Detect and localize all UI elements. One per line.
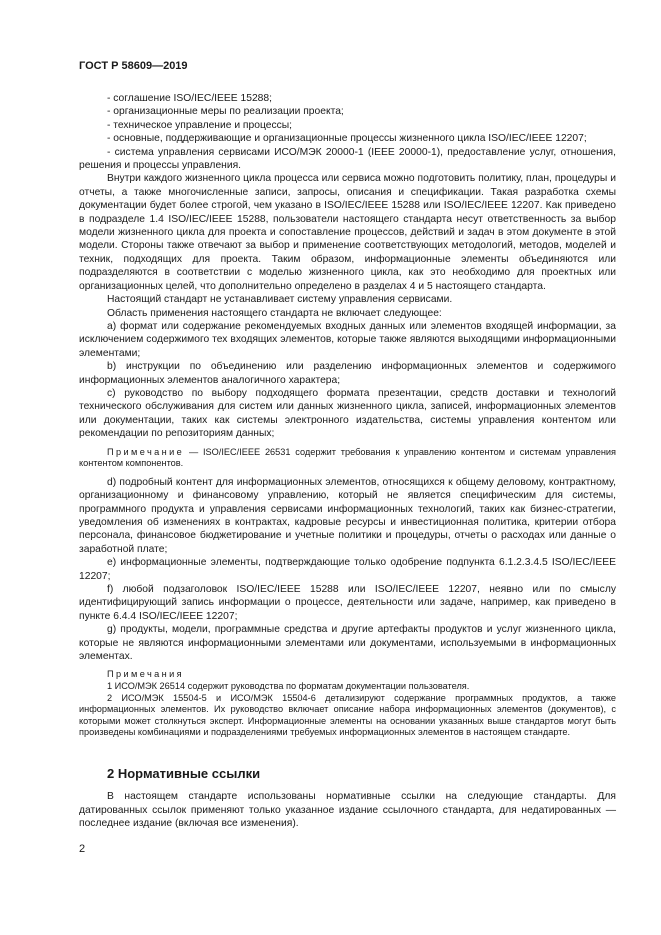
paragraph: f) любой подзаголовок ISO/IEC/IEEE 15288 или ISO/IEC/IEEE 12207, неявно или по смыслу идентифицирующий запись информации о процессе, деятельности или задаче, например, как приведено в пункте 6.4.4 ISO/IEC/IEEE 12207; bbox=[79, 584, 616, 622]
notes-block bbox=[79, 669, 616, 739]
paragraph: с) руководство по выбору подходящего формата презентации, средств доставки и технологий технического обслуживания для систем или данных жизненного цикла, записей, информационных элементов или документации, таких как системы электронного издательства, системы управления контентом или рекомендации по репозиториям данных; bbox=[79, 387, 616, 440]
list-item: - основные, поддерживающие и организационные процессы жизненного цикла ISO/IEC/IEEE 12207; bbox=[107, 133, 587, 145]
list-item: - система управления сервисами ИСО/МЭК 20000-1 (IEEE 20000-1), предоставление услуг, отношения, решения и процессы управления. bbox=[79, 146, 616, 172]
paragraph: Настоящий стандарт не устанавливает систему управления сервисами. bbox=[107, 294, 453, 306]
paragraph: g) продукты, модели, программные средства и другие артефакты продуктов и услуг жизненного цикла, которые не являются информационными элементами или документами, используемыми в информационных элементах. bbox=[79, 624, 616, 663]
page-content bbox=[79, 92, 616, 831]
section-title: 2 Нормативные ссылки bbox=[107, 766, 261, 781]
note bbox=[79, 447, 616, 470]
standard-header: ГОСТ Р 58609—2019 bbox=[79, 60, 188, 72]
list-item: - техническое управление и процессы; bbox=[107, 119, 293, 131]
notes-title: Примечания bbox=[107, 669, 185, 680]
paragraph: b) инструкции по объединению или разделению информационных элементов и содержимого информационных элементов аналогичного характера; bbox=[79, 361, 616, 386]
section-paragraph: В настоящем стандарте использованы нормативные ссылки на следующие стандарты. Для датированных ссылок применяют только указанное издание ссылочного стандарта, для недатированных — последнее издание (включая все изменения). bbox=[79, 791, 616, 830]
note-label: Примечание bbox=[107, 446, 185, 457]
list-item: - организационные меры по реализации проекта; bbox=[107, 106, 344, 118]
paragraph: Область применения настоящего стандарта не включает следующее: bbox=[107, 307, 442, 319]
list-item: - соглашение ISO/IEC/IEEE 15288; bbox=[107, 93, 273, 104]
paragraph: е) информационные элементы, подтверждающие только одобрение подпункта 6.1.2.3.4.5 ISO/IEC/IEEE 12207; bbox=[79, 557, 616, 582]
paragraph: d) подробный контент для информационных элементов, относящихся к общему деловому, контрактному, организационному и финансовому управлению, который не является специфическим для системы, программного продукта и управления сервисами информационных технологий, таких как бизнес-стратегии, уведомления об изменениях в контрактах, кадровые ресурсы и инвестиционная политика, критерии отбора персонала, финансовое бюджетирование и учетные политики и процедуры, отчеты о расходах или данные о заработной плате; bbox=[79, 476, 616, 555]
note-item: 1 ИСО/МЭК 26514 содержит руководства по форматам документации пользователя. bbox=[107, 681, 470, 692]
paragraph: а) формат или содержание рекомендуемых входных данных или элементов входящей информации, за исключением содержимого тех входящих элементов, которые также являются выходящими информационными элементами; bbox=[79, 320, 616, 359]
note-text: — ISO/IEC/IEEE 26531 содержит требования к управлению контентом и системам управления контентом компонентов. bbox=[79, 446, 616, 469]
note-item: 2 ИСО/МЭК 15504-5 и ИСО/МЭК 15504-6 детализируют содержание программных продуктов, а также информационных элементов. Их руководство включает описание набора информационных элементов (документов), с которыми может столкнуться эксперт. Информационные элементы на основании указанных выше стандартов могут быть произведены комбинациями и подразделениями требуемых информационных элементов в настоящем стандарте. bbox=[79, 692, 616, 738]
page-number: 2 bbox=[79, 843, 86, 855]
paragraph: Внутри каждого жизненного цикла процесса или сервиса можно подготовить политику, план, процедуры и отчеты, а также многочисленные записи, запросы, описания и спецификации. Такая разработка схемы документации будет более строгой, чем указано в ISO/IEC/IEEE 15288 или ISO/IEC/IEEE 12207. Как приведено в подразделе 1.4 ISO/IEC/IEEE 15288, пользователи настоящего стандарта несут ответственность за выбор модели жизненного цикла для проекта и сопоставление процессов, действий и задач в этом документе в этой модели. Стороны также отвечают за выбор и применение соответствующих методологий, методов, моделей и техник, подходящих для проекта. Таким образом, информационные элементы объединяются или подразделяются в соответствии с моделью жизненного цикла, как это необходимо для проектных или организационных целей, что дополнительно определено в разделах 4 и 5 настоящего стандарта. bbox=[79, 173, 616, 292]
